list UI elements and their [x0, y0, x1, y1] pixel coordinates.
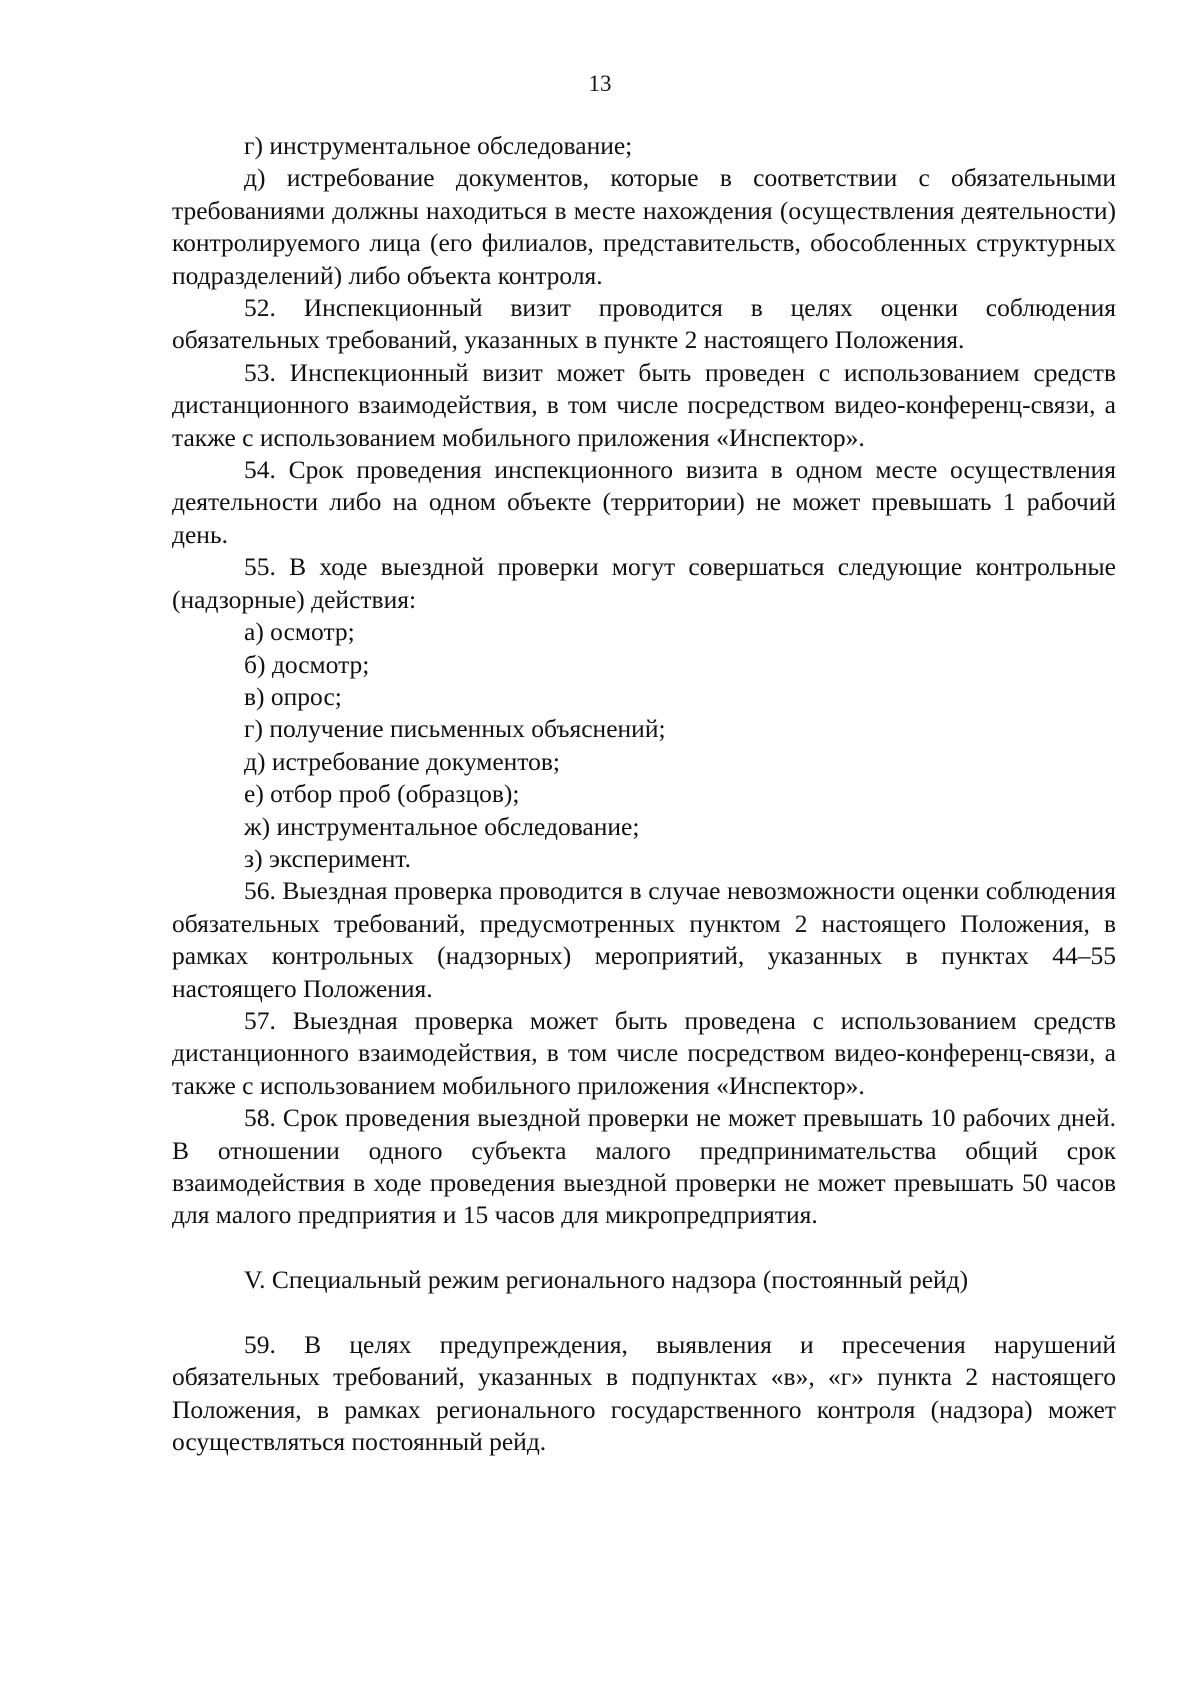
paragraph-55: 55. В ходе выездной проверки могут совершаться следующие контрольные (надзорные) действия: [172, 552, 1116, 614]
list-item-b: б) досмотр; [244, 649, 370, 679]
list-item-zh: ж) инструментальное обследование; [244, 811, 640, 841]
spacer [172, 1232, 1116, 1264]
list-item-d-documents-request: д) истребование документов, которые в соответствии с обязательными требованиями должны находиться в месте нахождения (осуществления деятельности) контролируемого лица (его филиалов, представительств, обособленных структурных подразделений) либо объекта контроля. [172, 163, 1116, 290]
section-heading: V. Специальный режим регионального надзора (постоянный рейд) [244, 1265, 969, 1295]
paragraph-58: 58. Срок проведения выездной проверки не может превышать 10 рабочих дней. В отношении одного субъекта малого предпринимательства общий срок взаимодействия в ходе проведения выездной проверки не может превышать 50 часов для малого предприятия и 15 часов для микропредприятия. [172, 1103, 1116, 1230]
list-item-e: е) отбор проб (образцов); [244, 779, 520, 809]
spacer [172, 1297, 1116, 1329]
paragraph-54: 54. Срок проведения инспекционного визита в одном месте осуществления деятельности либо на одном объекте (территории) не может превышать 1 рабочий день. [172, 455, 1116, 549]
paragraph-57: 57. Выездная проверка может быть проведена с использованием средств дистанционного взаимодействия, в том числе посредством видео-конференц-связи, а также с использованием мобильного приложения «Инспектор». [172, 1005, 1116, 1100]
paragraph-56: 56. Выездная проверка проводится в случае невозможности оценки соблюдения обязательных требований, предусмотренных пунктом 2 настоящего Положения, в рамках контрольных (надзорных) мероприятий, указанных в пунктах 44–55 настоящего Положения. [172, 876, 1116, 1003]
list-item-a: а) осмотр; [244, 617, 355, 647]
list-item-g: г) получение письменных объяснений; [244, 714, 666, 744]
paragraph-53: 53. Инспекционный визит может быть проведен с использованием средств дистанционного взаимодействия, в том числе посредством видео-конференц-связи, а также с использованием мобильного приложения «Инспектор». [172, 357, 1116, 452]
document-body [172, 130, 1116, 1459]
page-number: 13 [588, 71, 612, 96]
list-item-z: з) эксперимент. [244, 843, 412, 873]
list-item-v: в) опрос; [244, 681, 342, 711]
paragraph-59: 59. В целях предупреждения, выявления и пресечения нарушений обязательных требований, указанных в подпунктах «в», «г» пункта 2 настоящего Положения, в рамках регионального государственного контроля (надзора) может осуществляться постоянный рейд. [172, 1330, 1116, 1457]
list-item-g-instrumental: г) инструментальное обследование; [244, 131, 633, 160]
paragraph-52: 52. Инспекционный визит проводится в целях оценки соблюдения обязательных требований, указанных в пункте 2 настоящего Положения. [172, 293, 1116, 355]
list-item-d: д) истребование документов; [244, 746, 561, 776]
